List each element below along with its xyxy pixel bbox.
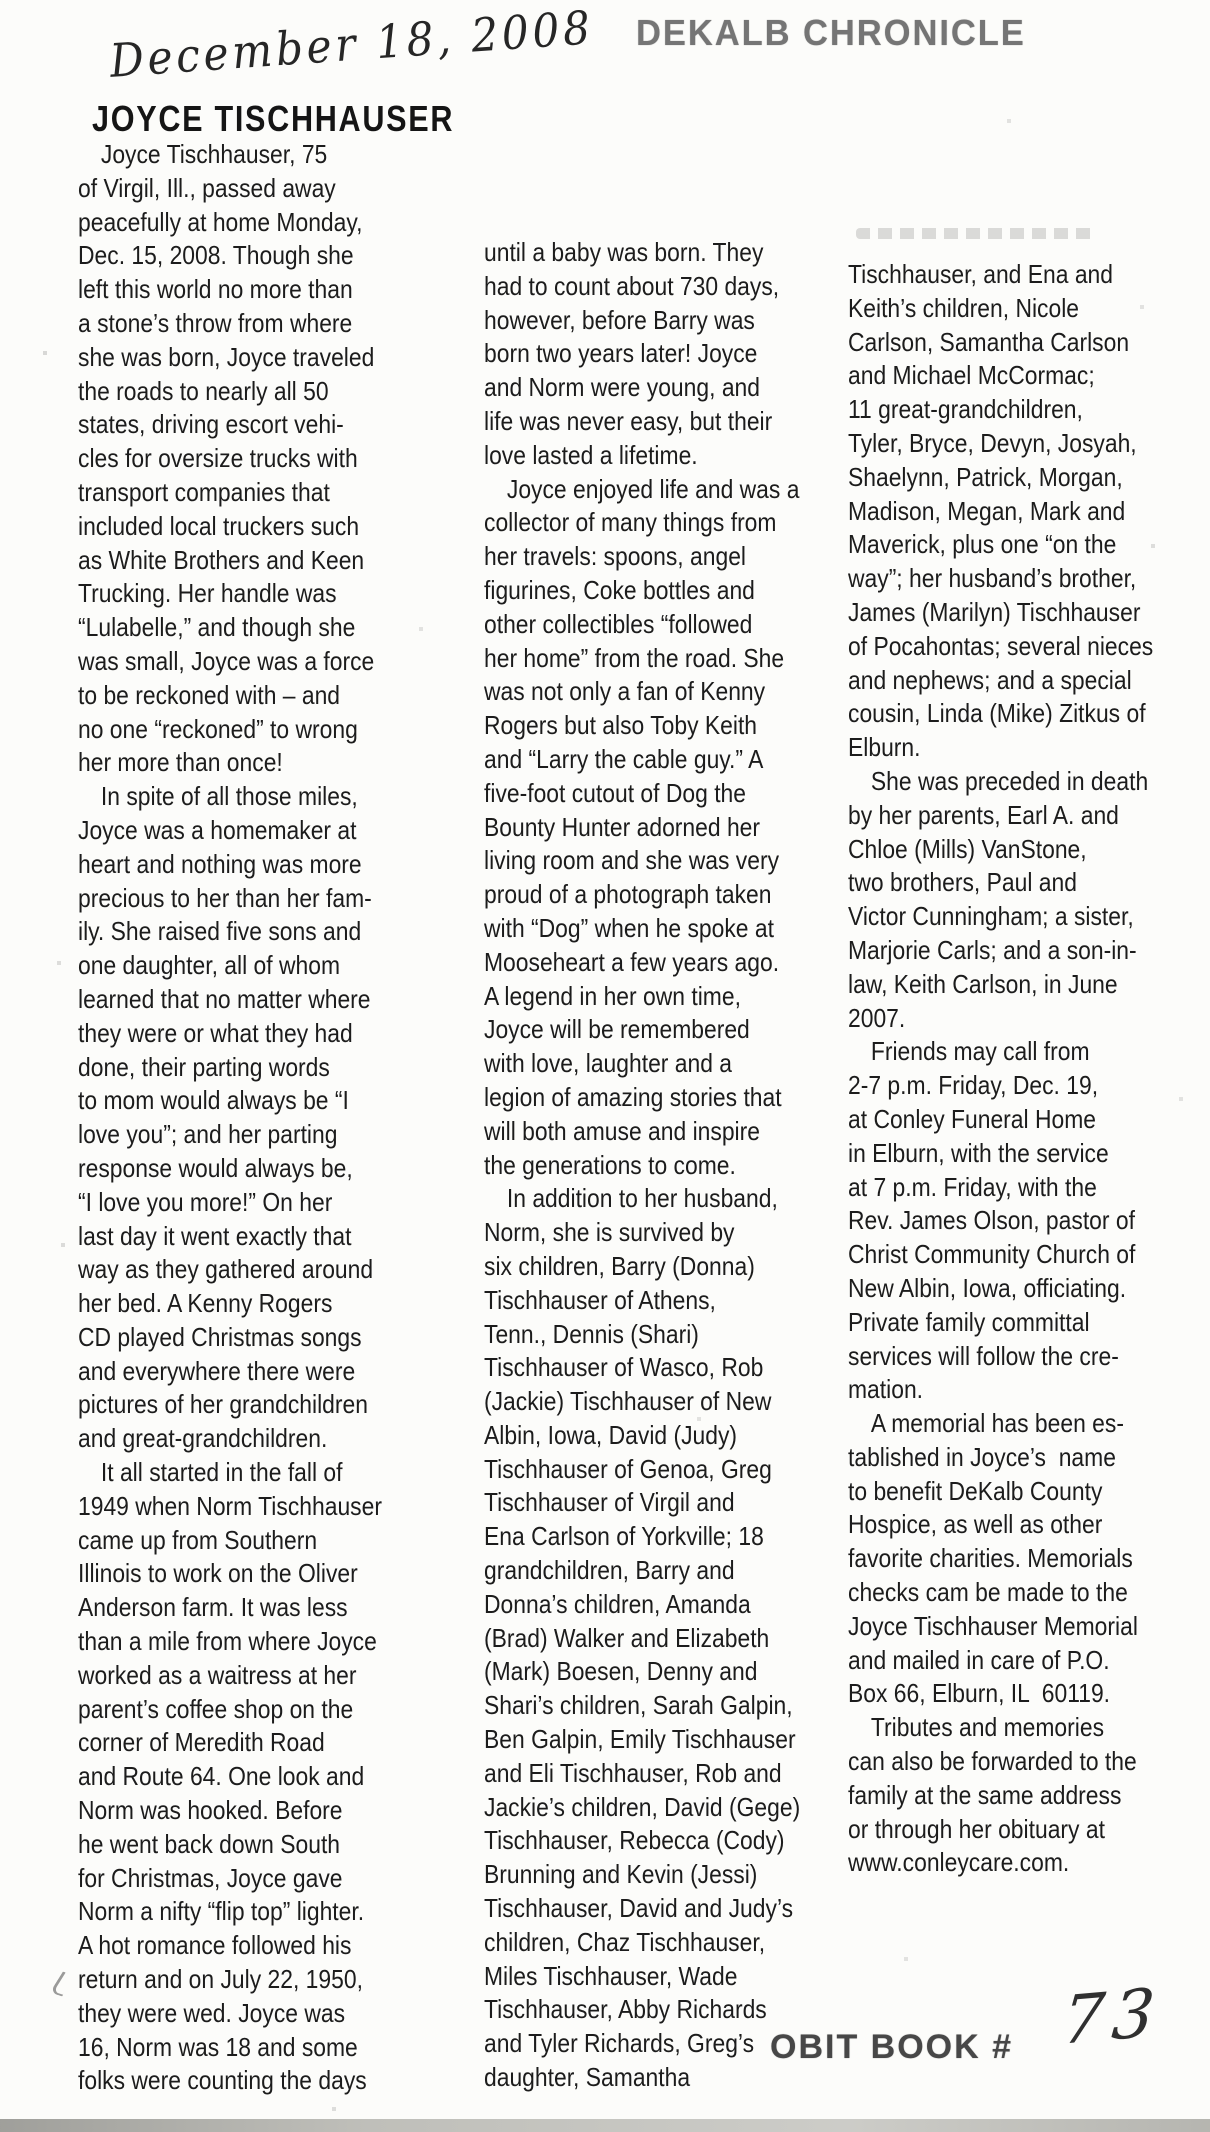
text-line: with “Dog” when he spoke at bbox=[484, 912, 774, 943]
text-line: parent’s coffee shop on the bbox=[78, 1693, 354, 1724]
text-line: of Virgil, Ill., passed away bbox=[78, 172, 336, 203]
text-line: states, driving escort vehi- bbox=[78, 409, 344, 440]
text-line: 11 great-grandchildren, bbox=[848, 394, 1083, 425]
text-line: and Michael McCormac; bbox=[848, 360, 1095, 391]
text-line: Hospice, as well as other bbox=[848, 1509, 1103, 1540]
obit-book-stamp: OBIT BOOK # bbox=[770, 2028, 1014, 2066]
text-line: transport companies that bbox=[78, 476, 330, 507]
text-line: She was preceded in death bbox=[870, 765, 1149, 796]
text-line: return and on July 22, 1950, bbox=[78, 1964, 363, 1995]
text-line: tablished in Joyce’s name bbox=[848, 1441, 1116, 1472]
text-line: 2-7 p.m. Friday, Dec. 19, bbox=[848, 1070, 1099, 1101]
text-line: at Conley Funeral Home bbox=[848, 1103, 1096, 1134]
scan-bottom-edge bbox=[0, 2119, 1210, 2132]
text-line: collector of many things from bbox=[484, 507, 777, 538]
text-line: In addition to her husband, bbox=[506, 1183, 778, 1214]
text-line: than a mile from where Joyce bbox=[78, 1626, 377, 1657]
text-line: way”; her husband’s brother, bbox=[848, 563, 1137, 594]
text-line: can also be forwarded to the bbox=[848, 1746, 1137, 1777]
text-line: legion of amazing stories that bbox=[484, 1081, 782, 1112]
text-line: was small, Joyce was a force bbox=[78, 645, 375, 676]
text-line: one daughter, all of whom bbox=[78, 950, 341, 981]
text-line: her travels: spoons, angel bbox=[484, 541, 747, 572]
text-line: Tenn., Dennis (Shari) bbox=[484, 1318, 699, 1349]
text-line: Tyler, Bryce, Devyn, Josyah, bbox=[848, 427, 1137, 458]
text-line: five-foot cutout of Dog the bbox=[484, 777, 747, 808]
text-line: Norm a nifty “flip top” lighter. bbox=[78, 1896, 365, 1927]
text-line: proud of a photograph taken bbox=[484, 879, 772, 910]
text-line: pictures of her grandchildren bbox=[78, 1389, 368, 1420]
text-line: Norm, she is survived by bbox=[484, 1217, 735, 1248]
text-line: Miles Tischhauser, Wade bbox=[484, 1960, 738, 1991]
text-line: Tischhauser of Virgil and bbox=[484, 1487, 735, 1518]
faded-text-remnant bbox=[856, 228, 1094, 239]
text-line: Norm was hooked. Before bbox=[78, 1795, 343, 1826]
text-line: the generations to come. bbox=[484, 1149, 736, 1180]
text-line: to benefit DeKalb County bbox=[848, 1475, 1103, 1506]
text-line: Box 66, Elburn, IL 60119. bbox=[848, 1678, 1111, 1709]
text-line: to mom would always be “I bbox=[78, 1085, 349, 1116]
text-line: Victor Cunningham; a sister, bbox=[848, 901, 1134, 932]
text-line: Joyce Tischhauser, 75 bbox=[100, 139, 328, 169]
text-line: folks were counting the days bbox=[78, 2065, 367, 2096]
text-line: a stone’s throw from where bbox=[78, 307, 353, 338]
text-line: Madison, Megan, Mark and bbox=[848, 495, 1126, 526]
text-line: New Albin, Iowa, officiating. bbox=[848, 1272, 1127, 1303]
newspaper-name-stamp: DEKALB CHRONICLE bbox=[636, 12, 1026, 53]
text-line: will both amuse and inspire bbox=[484, 1115, 760, 1146]
text-line: grandchildren, Barry and bbox=[484, 1555, 735, 1586]
text-line: Shaelynn, Patrick, Morgan, bbox=[848, 461, 1123, 492]
text-line: favorite charities. Memorials bbox=[848, 1543, 1133, 1574]
text-line: and nephews; and a special bbox=[848, 664, 1132, 695]
text-line: and mailed in care of P.O. bbox=[848, 1644, 1110, 1675]
text-line: In spite of all those miles, bbox=[100, 781, 358, 812]
text-line: love lasted a lifetime. bbox=[484, 439, 698, 470]
text-line: 1949 when Norm Tischhauser bbox=[78, 1490, 382, 1521]
text-line: “Lulabelle,” and though she bbox=[78, 612, 356, 643]
text-line: and Norm were young, and bbox=[484, 372, 760, 403]
text-line: life was never easy, but their bbox=[484, 405, 773, 436]
text-line: services will follow the cre- bbox=[848, 1340, 1119, 1371]
text-line: Keith’s children, Nicole bbox=[848, 292, 1080, 323]
text-line: with love, laughter and a bbox=[484, 1048, 733, 1079]
text-line: mation. bbox=[848, 1374, 924, 1405]
text-line: Dec. 15, 2008. Though she bbox=[78, 240, 354, 271]
text-line: cles for oversize trucks with bbox=[78, 443, 358, 474]
text-line: Private family committal bbox=[848, 1306, 1090, 1337]
text-line: last day it went exactly that bbox=[78, 1220, 352, 1251]
text-line: Joyce was a homemaker at bbox=[78, 814, 357, 845]
text-line: they were or what they had bbox=[78, 1017, 353, 1048]
text-line: Friends may call from bbox=[870, 1036, 1090, 1067]
text-line: Tischhauser, David and Judy’s bbox=[484, 1893, 794, 1924]
text-line: Rogers but also Toby Keith bbox=[484, 710, 758, 741]
text-line: figurines, Coke bottles and bbox=[484, 574, 755, 605]
text-line: by her parents, Earl A. and bbox=[848, 799, 1119, 830]
text-line: to be reckoned with – and bbox=[78, 679, 341, 710]
text-line: children, Chaz Tischhauser, bbox=[484, 1926, 766, 1957]
text-line: and Tyler Richards, Greg’s bbox=[484, 2028, 755, 2059]
text-line: response would always be, bbox=[78, 1152, 353, 1183]
text-line: law, Keith Carlson, in June bbox=[848, 968, 1118, 999]
text-line: Rev. James Olson, pastor of bbox=[848, 1205, 1135, 1236]
paper-speckles bbox=[0, 0, 2, 2]
text-line: 2007. bbox=[848, 1002, 906, 1033]
text-line: in Elburn, with the service bbox=[848, 1137, 1109, 1168]
text-line: love you”; and her parting bbox=[78, 1119, 338, 1150]
text-line: of Pocahontas; several nieces bbox=[848, 630, 1154, 661]
margin-pen-mark bbox=[50, 1972, 75, 1997]
text-line: he went back down South bbox=[78, 1828, 341, 1859]
text-line: corner of Meredith Road bbox=[78, 1727, 325, 1758]
text-line: her bed. A Kenny Rogers bbox=[78, 1288, 333, 1319]
text-line: daughter, Samantha bbox=[484, 2062, 691, 2093]
text-line: peacefully at home Monday, bbox=[78, 206, 363, 237]
text-line: Tischhauser of Genoa, Greg bbox=[484, 1453, 772, 1484]
text-line: CD played Christmas songs bbox=[78, 1321, 362, 1352]
obituary-column-2 bbox=[484, 236, 800, 2095]
text-line: heart and nothing was more bbox=[78, 848, 362, 879]
text-line: Marjorie Carls; and a son-in- bbox=[848, 934, 1137, 965]
text-line: and Eli Tischhauser, Rob and bbox=[484, 1757, 782, 1788]
text-line: had to count about 730 days, bbox=[484, 270, 780, 301]
text-line: Tischhauser, Rebecca (Cody) bbox=[484, 1825, 785, 1856]
text-line: until a baby was born. They bbox=[484, 237, 764, 267]
text-line: Tischhauser, and Ena and bbox=[848, 259, 1114, 289]
text-line: and Route 64. One look and bbox=[78, 1761, 365, 1792]
obit-book-number-handwritten: 73 bbox=[1059, 1973, 1166, 2060]
text-line: learned that no matter where bbox=[78, 983, 371, 1014]
text-line: two brothers, Paul and bbox=[848, 867, 1077, 898]
text-line: A hot romance followed his bbox=[78, 1930, 352, 1961]
text-line: way as they gathered around bbox=[78, 1254, 374, 1285]
text-line: (Mark) Boesen, Denny and bbox=[484, 1656, 758, 1687]
text-line: ily. She raised five sons and bbox=[78, 916, 362, 947]
text-line: Jackie’s children, David (Gege) bbox=[484, 1791, 801, 1822]
text-line: they were wed. Joyce was bbox=[78, 1997, 346, 2028]
text-line: Trucking. Her handle was bbox=[78, 578, 337, 609]
text-line: Tischhauser, Abby Richards bbox=[484, 1994, 767, 2025]
text-line: family at the same address bbox=[848, 1779, 1122, 1810]
obituary-column-1 bbox=[78, 138, 382, 2098]
text-line: her more than once! bbox=[78, 747, 283, 778]
text-line: Ena Carlson of Yorkville; 18 bbox=[484, 1521, 764, 1552]
text-line: Tischhauser of Wasco, Rob bbox=[484, 1352, 764, 1383]
text-line: six children, Barry (Donna) bbox=[484, 1250, 755, 1281]
text-line: was not only a fan of Kenny bbox=[484, 676, 766, 707]
text-line: (Brad) Walker and Elizabeth bbox=[484, 1622, 770, 1653]
text-line: came up from Southern bbox=[78, 1524, 318, 1555]
text-line: cousin, Linda (Mike) Zitkus of bbox=[848, 698, 1146, 729]
text-line: other collectibles “followed bbox=[484, 608, 753, 639]
text-line: Donna’s children, Amanda bbox=[484, 1588, 751, 1619]
text-line: Anderson farm. It was less bbox=[78, 1592, 348, 1623]
text-line: Elburn. bbox=[848, 732, 921, 763]
obituary-title: JOYCE TISCHHAUSER bbox=[92, 98, 455, 139]
text-line: and everywhere there were bbox=[78, 1355, 356, 1386]
text-line: Christ Community Church of bbox=[848, 1239, 1136, 1270]
text-line: 16, Norm was 18 and some bbox=[78, 2031, 358, 2062]
text-line: Tischhauser of Athens, bbox=[484, 1284, 716, 1315]
text-line: included local truckers such bbox=[78, 510, 360, 541]
text-line: Chloe (Mills) VanStone, bbox=[848, 833, 1087, 864]
text-line: Illinois to work on the Oliver bbox=[78, 1558, 358, 1589]
text-line: or through her obituary at bbox=[848, 1813, 1105, 1844]
text-line: for Christmas, Joyce gave bbox=[78, 1862, 343, 1893]
text-line: Tributes and memories bbox=[870, 1712, 1105, 1743]
text-line: Brunning and Kevin (Jessi) bbox=[484, 1859, 758, 1890]
text-line: as White Brothers and Keen bbox=[78, 544, 365, 575]
text-line: Mooseheart a few years ago. bbox=[484, 946, 780, 977]
text-line: Joyce enjoyed life and was a bbox=[506, 473, 800, 504]
text-line: and great-grandchildren. bbox=[78, 1423, 328, 1454]
text-line: at 7 p.m. Friday, with the bbox=[848, 1171, 1097, 1202]
text-line: checks cam be made to the bbox=[848, 1577, 1128, 1608]
text-line: her home” from the road. She bbox=[484, 642, 785, 673]
text-line: James (Marilyn) Tischhauser bbox=[848, 596, 1141, 627]
text-line: “I love you more!” On her bbox=[78, 1186, 333, 1217]
text-line: she was born, Joyce traveled bbox=[78, 341, 375, 372]
text-line: and “Larry the cable guy.” A bbox=[484, 743, 764, 774]
text-line: precious to her than her fam- bbox=[78, 882, 372, 913]
text-line: Albin, Iowa, David (Judy) bbox=[484, 1419, 738, 1450]
text-line: left this world no more than bbox=[78, 274, 353, 305]
text-line: www.conleycare.com. bbox=[848, 1847, 1070, 1878]
text-line: however, before Barry was bbox=[484, 304, 755, 335]
text-line: done, their parting words bbox=[78, 1051, 330, 1082]
text-line: Joyce will be remembered bbox=[484, 1014, 750, 1045]
text-line: Bounty Hunter adorned her bbox=[484, 811, 761, 842]
text-line: living room and she was very bbox=[484, 845, 780, 876]
text-line: born two years later! Joyce bbox=[484, 338, 758, 369]
text-line: A legend in her own time, bbox=[484, 980, 741, 1011]
text-line: the roads to nearly all 50 bbox=[78, 375, 329, 406]
text-line: Joyce Tischhauser Memorial bbox=[848, 1610, 1138, 1641]
text-line: no one “reckoned” to wrong bbox=[78, 713, 358, 744]
text-line: worked as a waitress at her bbox=[78, 1659, 357, 1690]
handwritten-date: December 18, 2008 bbox=[108, 0, 596, 88]
obituary-column-3 bbox=[848, 258, 1153, 1880]
text-line: Shari’s children, Sarah Galpin, bbox=[484, 1690, 793, 1721]
text-line: (Jackie) Tischhauser of New bbox=[484, 1386, 772, 1417]
text-line: A memorial has been es- bbox=[870, 1408, 1124, 1439]
text-line: Ben Galpin, Emily Tischhauser bbox=[484, 1724, 796, 1755]
text-line: Carlson, Samantha Carlson bbox=[848, 326, 1130, 357]
text-line: Maverick, plus one “on the bbox=[848, 529, 1117, 560]
text-line: It all started in the fall of bbox=[100, 1457, 343, 1488]
